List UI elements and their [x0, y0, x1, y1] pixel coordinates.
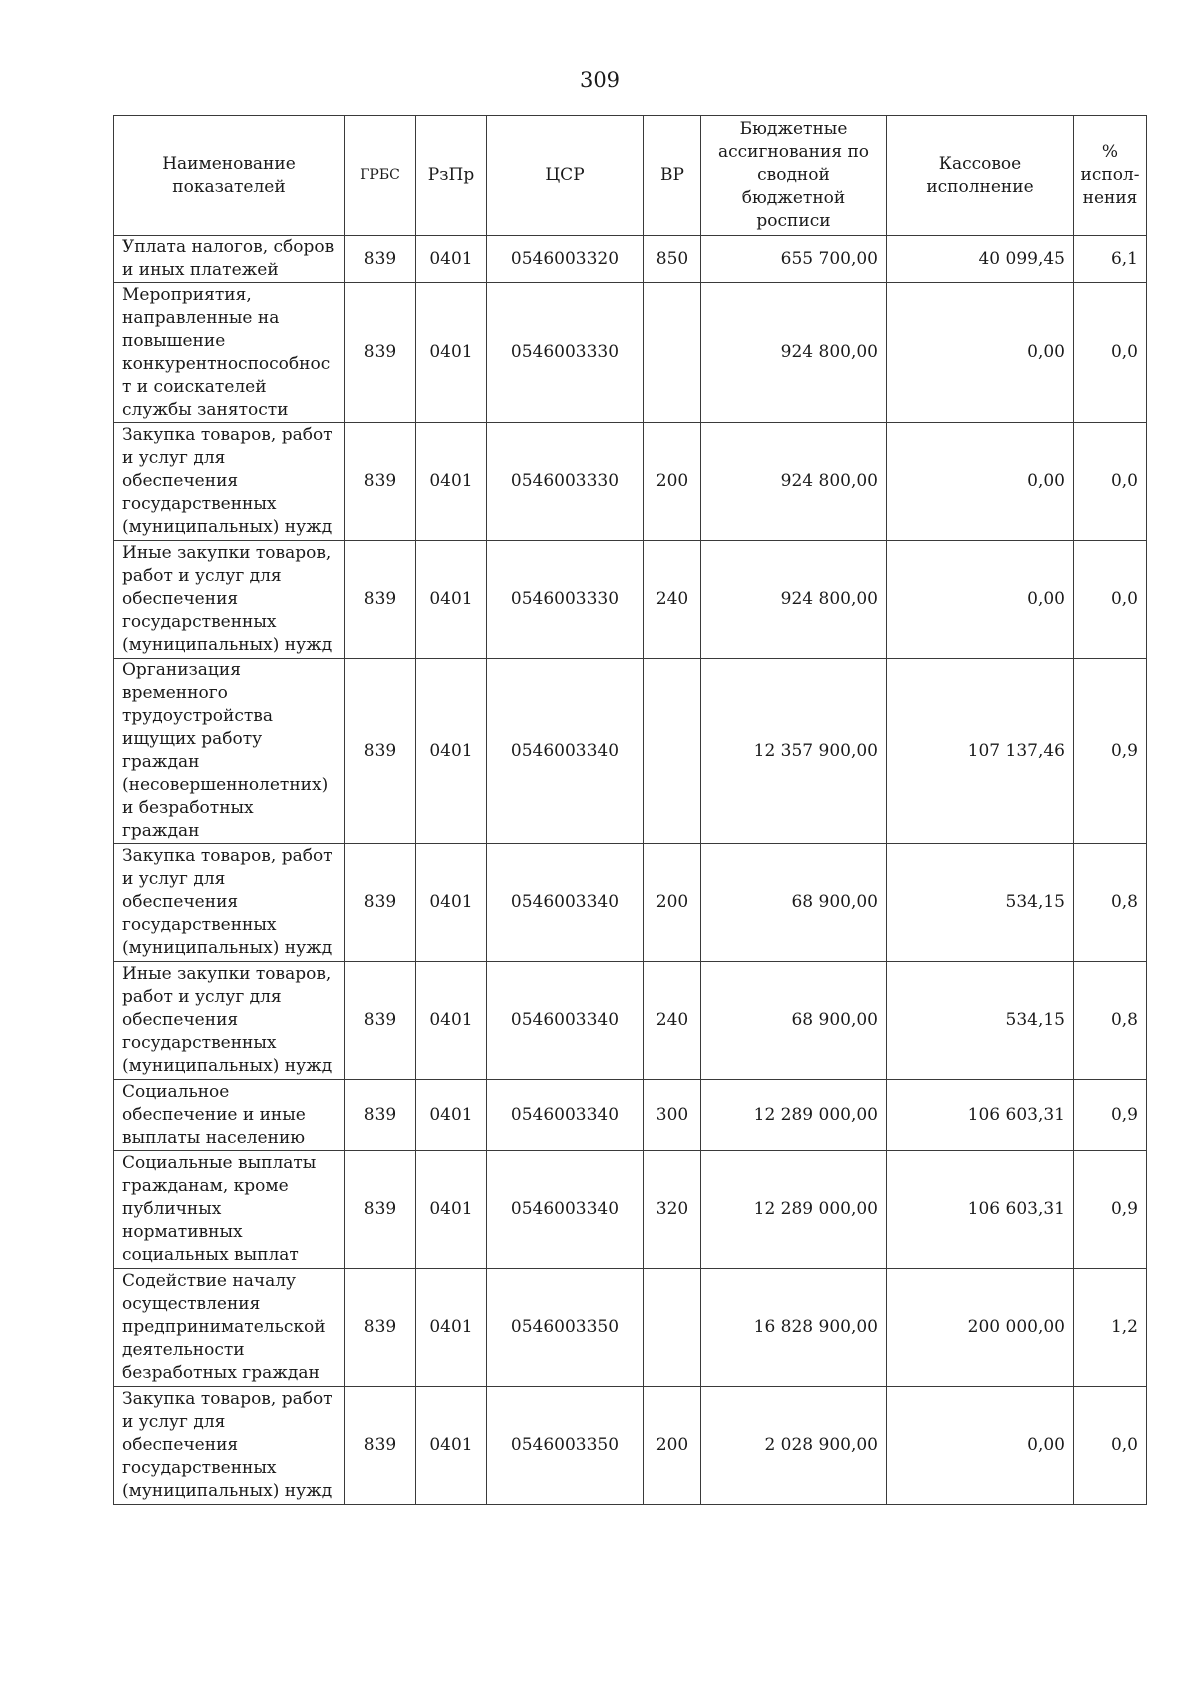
cell-pct: 0,0 [1074, 423, 1147, 541]
cell-budget: 68 900,00 [701, 962, 887, 1080]
cell-grbs: 839 [345, 1151, 416, 1269]
cell-vr: 240 [644, 962, 701, 1080]
cell-grbs: 839 [345, 1387, 416, 1505]
cell-cash: 534,15 [887, 962, 1074, 1080]
cell-grbs: 839 [345, 962, 416, 1080]
cell-budget: 2 028 900,00 [701, 1387, 887, 1505]
cell-name: Социальные выплаты гражданам, кроме публичных нормативных социальных выплат [114, 1151, 345, 1269]
cell-grbs: 839 [345, 844, 416, 962]
table-row [114, 844, 1147, 962]
cell-pct: 0,8 [1074, 962, 1147, 1080]
cell-pct: 0,9 [1074, 659, 1147, 844]
cell-grbs: 839 [345, 1269, 416, 1387]
cell-csr: 0546003330 [487, 541, 644, 659]
header-pct: % испол-нения [1074, 116, 1147, 236]
budget-execution-table [113, 115, 1147, 1505]
header-rzpr: РзПр [416, 116, 487, 236]
table-row [114, 1269, 1147, 1387]
cell-pct: 0,0 [1074, 283, 1147, 423]
cell-name: Содействие началу осуществления предпринимательской деятельности безработных граждан [114, 1269, 345, 1387]
cell-grbs: 839 [345, 1080, 416, 1151]
cell-budget: 924 800,00 [701, 423, 887, 541]
cell-pct: 0,0 [1074, 541, 1147, 659]
header-grbs: ГРБС [345, 116, 416, 236]
cell-pct: 0,8 [1074, 844, 1147, 962]
cell-cash: 40 099,45 [887, 236, 1074, 283]
cell-rzpr: 0401 [416, 962, 487, 1080]
cell-rzpr: 0401 [416, 1151, 487, 1269]
cell-grbs: 839 [345, 236, 416, 283]
cell-cash: 534,15 [887, 844, 1074, 962]
cell-budget: 655 700,00 [701, 236, 887, 283]
table-row [114, 1151, 1147, 1269]
table-row [114, 283, 1147, 423]
cell-vr: 200 [644, 844, 701, 962]
cell-vr: 300 [644, 1080, 701, 1151]
cell-rzpr: 0401 [416, 1080, 487, 1151]
cell-csr: 0546003350 [487, 1269, 644, 1387]
cell-name: Закупка товаров, работ и услуг для обеспечения государственных (муниципальных) нужд [114, 844, 345, 962]
cell-budget: 16 828 900,00 [701, 1269, 887, 1387]
cell-csr: 0546003320 [487, 236, 644, 283]
cell-csr: 0546003330 [487, 283, 644, 423]
table-row [114, 541, 1147, 659]
cell-cash: 0,00 [887, 423, 1074, 541]
cell-csr: 0546003340 [487, 1080, 644, 1151]
cell-budget: 12 357 900,00 [701, 659, 887, 844]
cell-cash: 0,00 [887, 283, 1074, 423]
cell-vr: 850 [644, 236, 701, 283]
cell-rzpr: 0401 [416, 283, 487, 423]
cell-vr [644, 1269, 701, 1387]
cell-cash: 200 000,00 [887, 1269, 1074, 1387]
cell-rzpr: 0401 [416, 1269, 487, 1387]
cell-csr: 0546003340 [487, 1151, 644, 1269]
cell-csr: 0546003340 [487, 659, 644, 844]
cell-budget: 12 289 000,00 [701, 1080, 887, 1151]
cell-name: Закупка товаров, работ и услуг для обеспечения государственных (муниципальных) нужд [114, 1387, 345, 1505]
cell-budget: 68 900,00 [701, 844, 887, 962]
cell-grbs: 839 [345, 541, 416, 659]
cell-cash: 0,00 [887, 1387, 1074, 1505]
cell-rzpr: 0401 [416, 236, 487, 283]
cell-rzpr: 0401 [416, 659, 487, 844]
cell-grbs: 839 [345, 423, 416, 541]
header-csr: ЦСР [487, 116, 644, 236]
cell-budget: 924 800,00 [701, 541, 887, 659]
cell-cash: 106 603,31 [887, 1151, 1074, 1269]
cell-rzpr: 0401 [416, 844, 487, 962]
table-row [114, 423, 1147, 541]
header-vr: ВР [644, 116, 701, 236]
cell-name: Организация временного трудоустройства ищущих работу граждан (несовершеннолетних) и безработных граждан [114, 659, 345, 844]
header-name: Наименование показателей [114, 116, 345, 236]
cell-pct: 0,0 [1074, 1387, 1147, 1505]
cell-budget: 924 800,00 [701, 283, 887, 423]
cell-grbs: 839 [345, 659, 416, 844]
cell-name: Мероприятия, направленные на повышение конкурентноспособност и соискателей службы занятости [114, 283, 345, 423]
header-cash: Кассовое исполнение [887, 116, 1074, 236]
page-number: 309 [579, 68, 621, 92]
cell-vr: 200 [644, 1387, 701, 1505]
cell-vr: 200 [644, 423, 701, 541]
cell-name: Иные закупки товаров, работ и услуг для обеспечения государственных (муниципальных) нужд [114, 962, 345, 1080]
cell-csr: 0546003330 [487, 423, 644, 541]
cell-name: Уплата налогов, сборов и иных платежей [114, 236, 345, 283]
cell-csr: 0546003340 [487, 962, 644, 1080]
cell-vr [644, 283, 701, 423]
cell-rzpr: 0401 [416, 541, 487, 659]
cell-grbs: 839 [345, 283, 416, 423]
table-row [114, 962, 1147, 1080]
cell-budget: 12 289 000,00 [701, 1151, 887, 1269]
cell-vr [644, 659, 701, 844]
table-header-row [114, 116, 1147, 236]
cell-vr: 320 [644, 1151, 701, 1269]
header-budget: Бюджетные ассигнования по сводной бюджетной росписи [701, 116, 887, 236]
cell-pct: 1,2 [1074, 1269, 1147, 1387]
cell-vr: 240 [644, 541, 701, 659]
cell-rzpr: 0401 [416, 1387, 487, 1505]
cell-name: Иные закупки товаров, работ и услуг для обеспечения государственных (муниципальных) нужд [114, 541, 345, 659]
cell-csr: 0546003350 [487, 1387, 644, 1505]
table-row [114, 236, 1147, 283]
cell-name: Социальное обеспечение и иные выплаты населению [114, 1080, 345, 1151]
table-row [114, 1080, 1147, 1151]
cell-cash: 0,00 [887, 541, 1074, 659]
cell-pct: 0,9 [1074, 1080, 1147, 1151]
cell-cash: 107 137,46 [887, 659, 1074, 844]
table-row [114, 1387, 1147, 1505]
cell-rzpr: 0401 [416, 423, 487, 541]
cell-name: Закупка товаров, работ и услуг для обеспечения государственных (муниципальных) нужд [114, 423, 345, 541]
cell-csr: 0546003340 [487, 844, 644, 962]
table-row [114, 659, 1147, 844]
cell-cash: 106 603,31 [887, 1080, 1074, 1151]
cell-pct: 6,1 [1074, 236, 1147, 283]
cell-pct: 0,9 [1074, 1151, 1147, 1269]
